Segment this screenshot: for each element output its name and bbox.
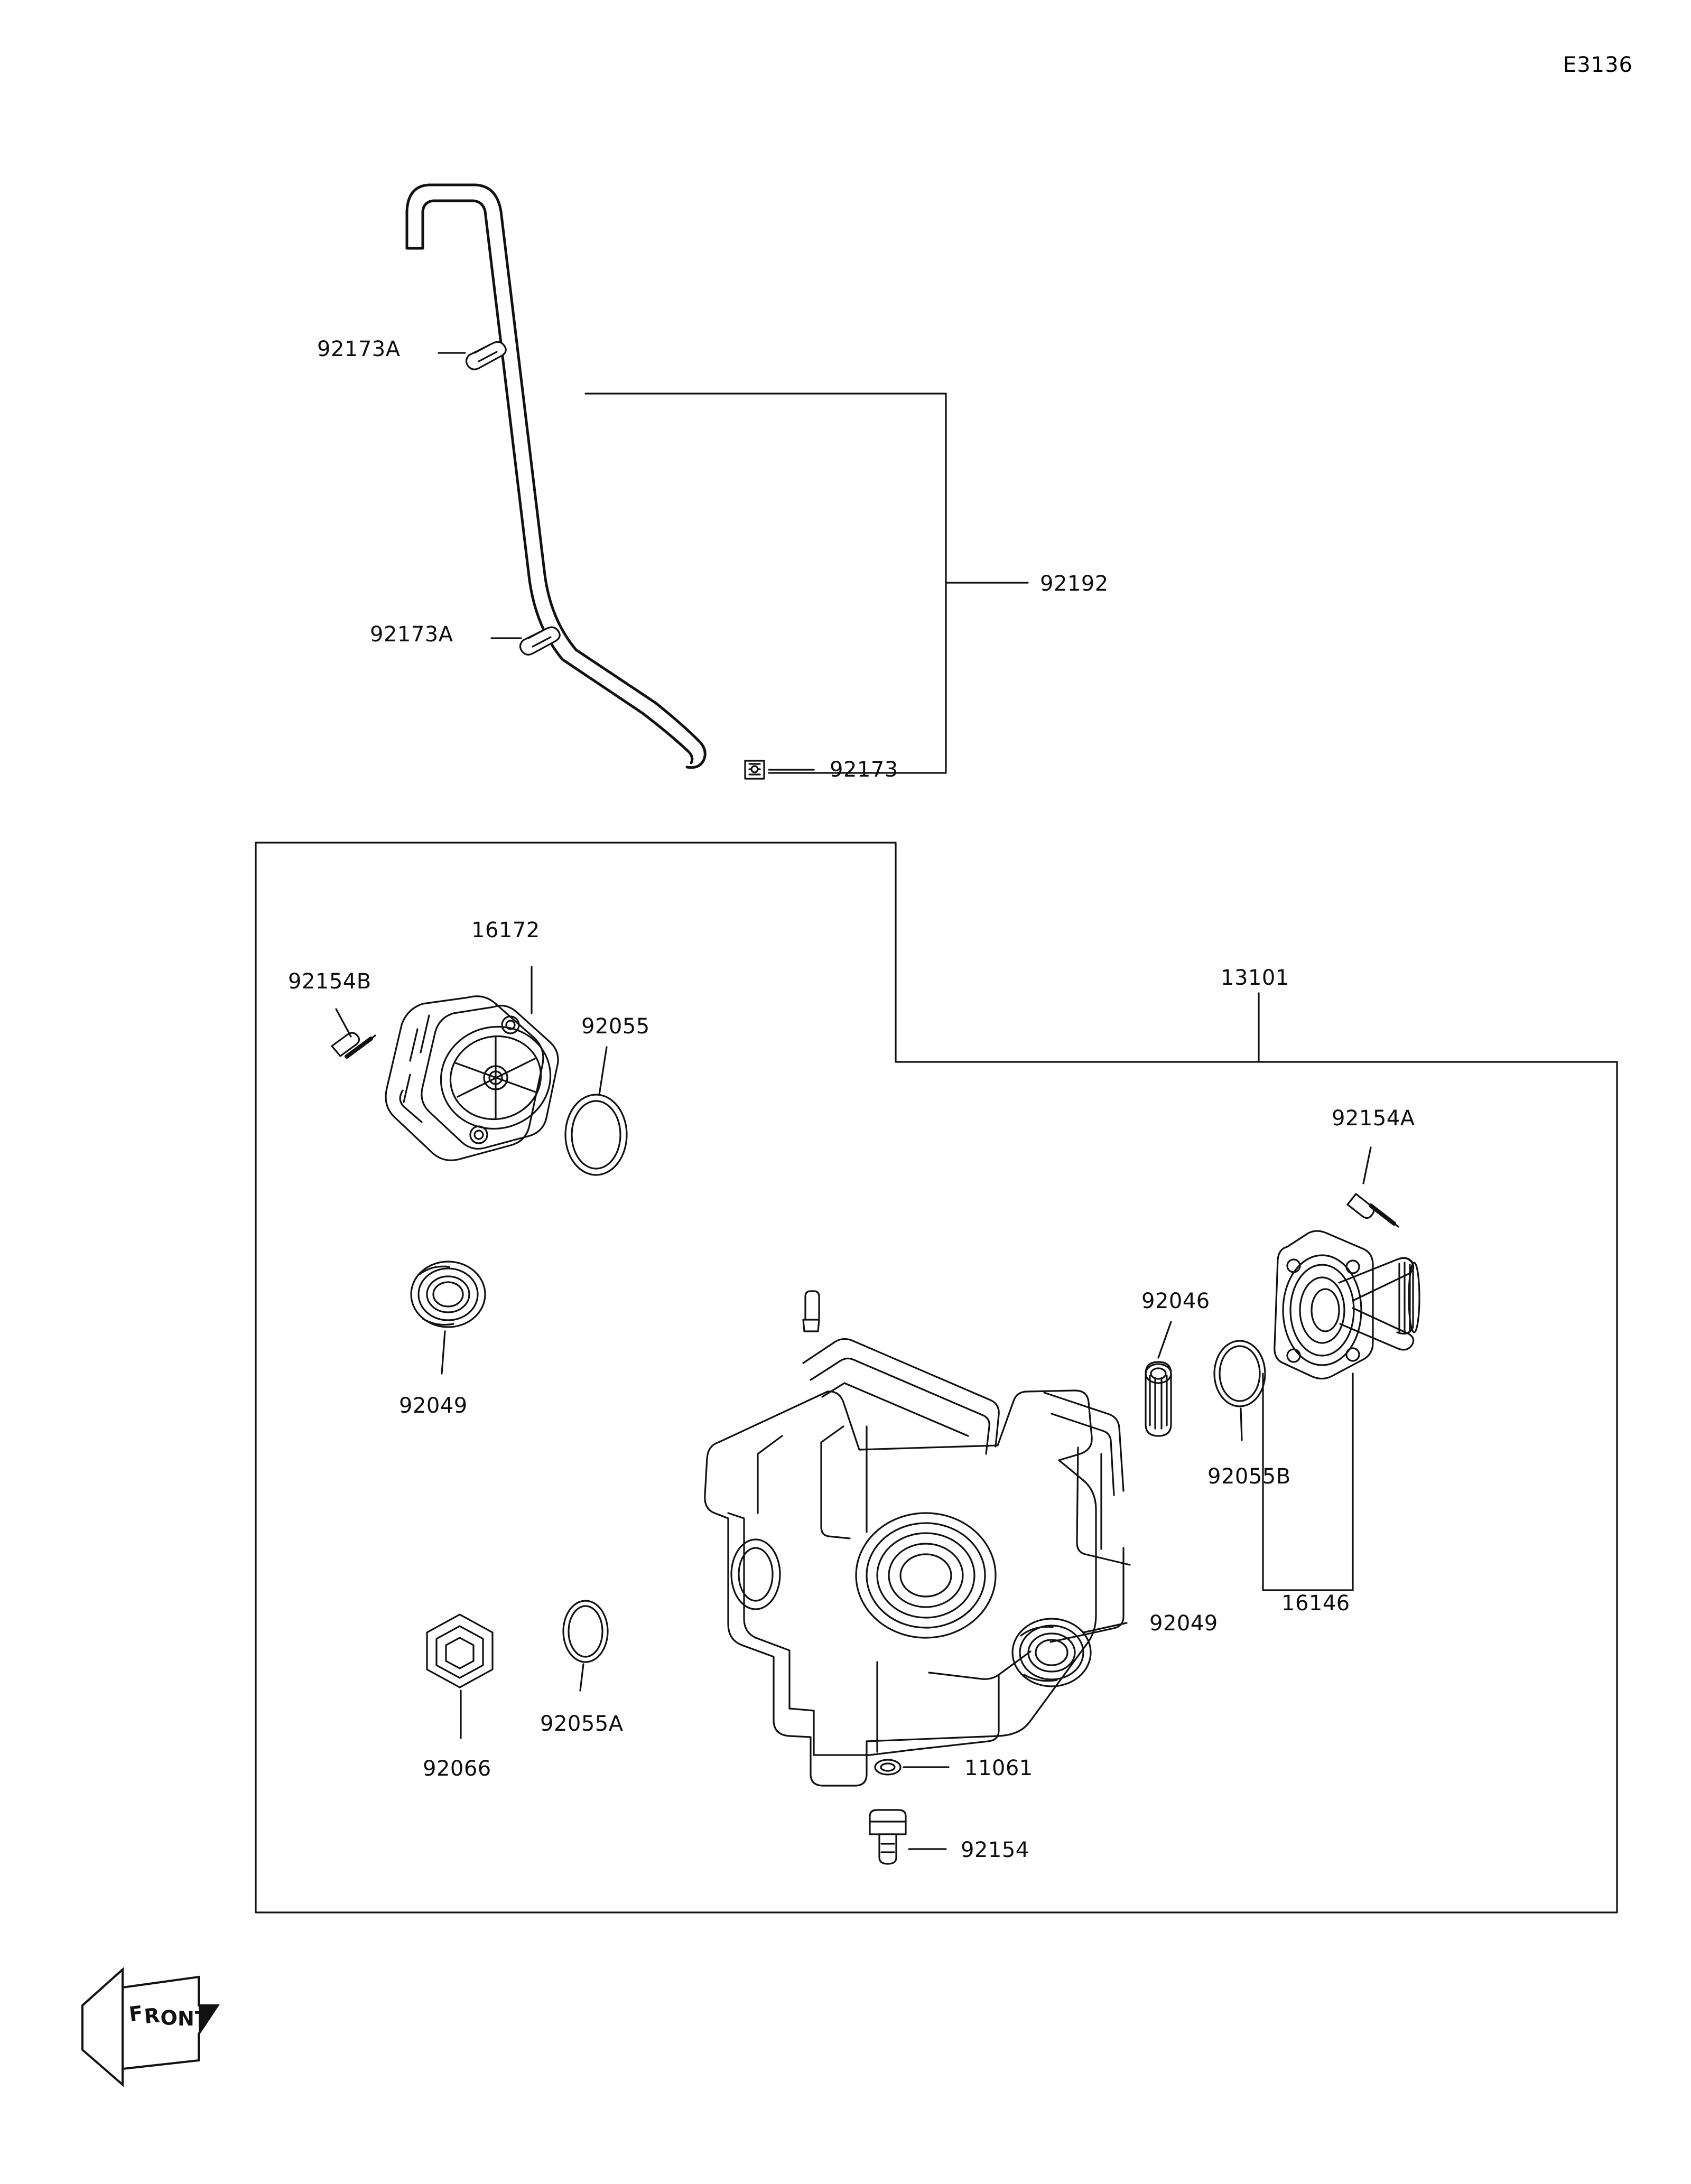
sheet-code: E3136 bbox=[1563, 53, 1633, 77]
callout-92173a-upper: 92173A bbox=[317, 337, 401, 361]
callout-92055: 92055 bbox=[581, 1014, 650, 1039]
part-92154B-bolt bbox=[332, 1033, 375, 1057]
callout-11061: 11061 bbox=[964, 1756, 1033, 1780]
part-13101-gear-case bbox=[705, 1291, 1130, 1786]
front-direction-marker bbox=[74, 1955, 227, 2087]
leader-92055 bbox=[599, 1047, 607, 1095]
part-92046-bearing bbox=[1146, 1362, 1171, 1436]
leader-92055B bbox=[1241, 1408, 1242, 1440]
callout-92154: 92154 bbox=[961, 1838, 1029, 1862]
callout-16172: 16172 bbox=[471, 918, 540, 942]
part-16146-flange bbox=[1275, 1231, 1419, 1379]
part-16172-pump-cover bbox=[386, 996, 561, 1161]
leader-92046 bbox=[1158, 1322, 1171, 1358]
part-92049-seal-left bbox=[411, 1262, 485, 1327]
callout-16146: 16146 bbox=[1281, 1591, 1350, 1616]
callout-92154b: 92154B bbox=[288, 969, 371, 994]
front-letter-r: R bbox=[143, 2003, 161, 2028]
front-letter-n: N bbox=[178, 2007, 194, 2030]
callout-92066: 92066 bbox=[423, 1757, 491, 1781]
part-clamp-bottom bbox=[745, 761, 764, 779]
part-92055-oring bbox=[565, 1095, 627, 1175]
part-92066-plug bbox=[427, 1614, 493, 1687]
callout-13101: 13101 bbox=[1221, 966, 1289, 990]
callout-92192: 92192 bbox=[1040, 572, 1109, 596]
leader-92154A bbox=[1363, 1147, 1371, 1183]
part-92055B-oring bbox=[1214, 1341, 1265, 1406]
callout-92173a-lower: 92173A bbox=[370, 622, 453, 647]
front-letter-f: F bbox=[127, 2001, 144, 2026]
leader-92049-left bbox=[442, 1331, 445, 1374]
callout-92055a: 92055A bbox=[540, 1712, 624, 1736]
leader-92154B bbox=[336, 1009, 351, 1037]
part-92055A-oring bbox=[563, 1601, 608, 1662]
part-clamp-upper bbox=[466, 342, 506, 369]
part-11061-gasket bbox=[875, 1760, 900, 1775]
part-92154-bolt bbox=[870, 1810, 906, 1864]
part-92154A-bolt bbox=[1348, 1194, 1398, 1227]
callout-92049-right: 92049 bbox=[1149, 1611, 1218, 1636]
callout-92049-left: 92049 bbox=[399, 1394, 468, 1418]
callout-92055b: 92055B bbox=[1207, 1464, 1291, 1489]
leader-92055A bbox=[580, 1664, 583, 1691]
part-breather-tube bbox=[407, 185, 705, 768]
front-letter-t: T bbox=[194, 2007, 209, 2031]
callout-92173: 92173 bbox=[830, 758, 898, 782]
callout-92046: 92046 bbox=[1141, 1289, 1210, 1313]
callout-92154a: 92154A bbox=[1332, 1106, 1415, 1131]
bracket-92192 bbox=[586, 394, 946, 773]
front-letter-o: O bbox=[160, 2005, 178, 2030]
part-clamp-lower bbox=[520, 627, 560, 655]
